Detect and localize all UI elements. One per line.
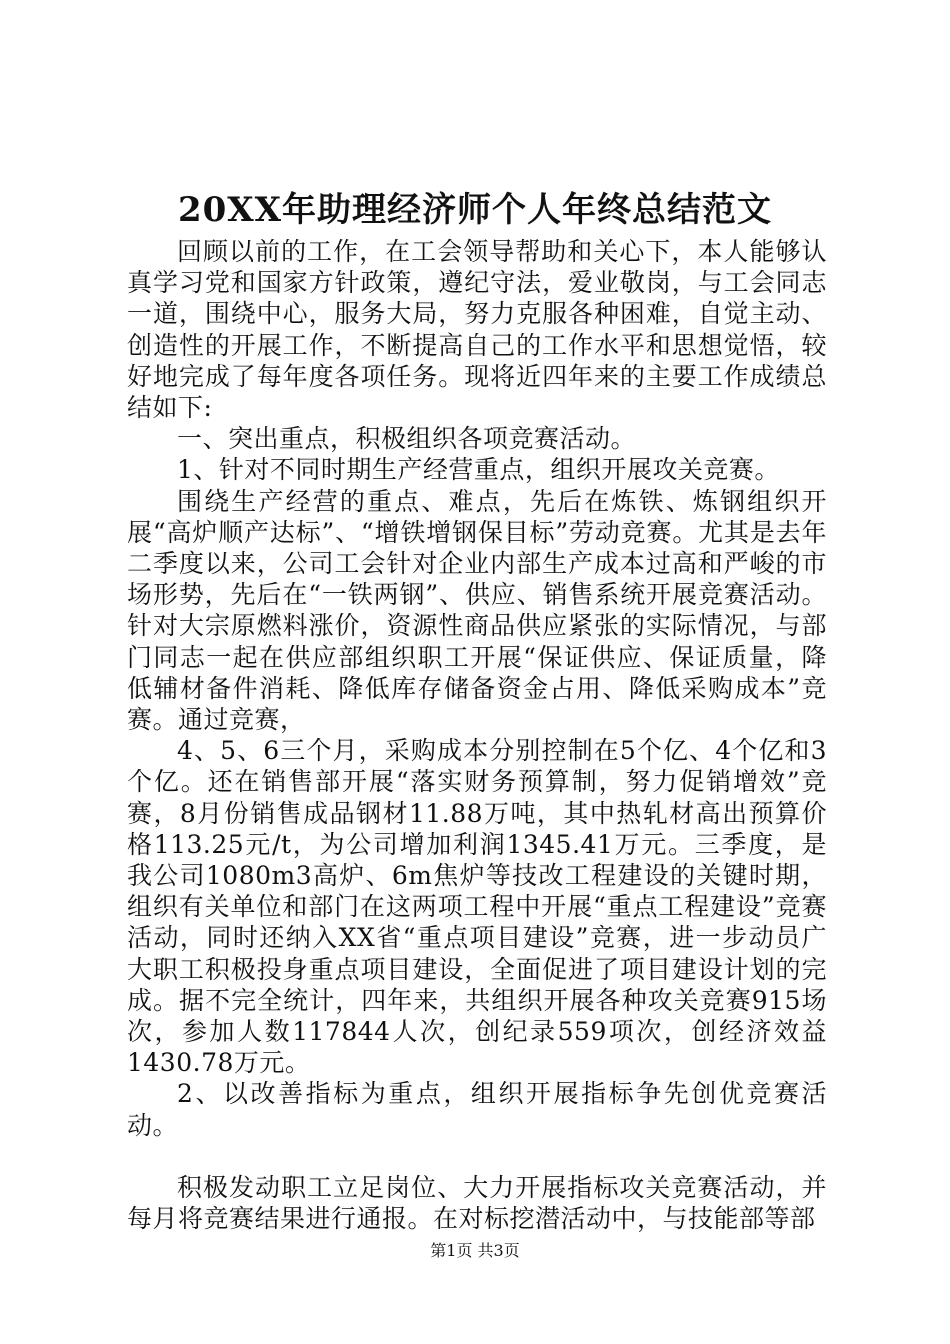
section-heading-1: 一、突出重点，积极组织各项竞赛活动。 — [177, 424, 637, 454]
subsection-heading-1: 1、针对不同时期生产经营重点，组织开展攻关竞赛。 — [177, 455, 780, 485]
document-body — [127, 236, 827, 1234]
subsection-heading-2: 2、以改善指标为重点，组织开展指标争先创优竞赛活动。 — [127, 1079, 827, 1140]
document-title: 20XX年助理经济师个人年终总结范文 — [177, 190, 773, 230]
paragraph-results: 4、5、6三个月，采购成本分别控制在5个亿、4个亿和3个亿。还在销售部开展“落实财务预算制，努力促销增效”竞赛，8月份销售成品钢材11.88万吨，其中热轧材高出预算价格113.25元/t，为公司增加利润1345.41万元。三季度，是我公司1080m3高炉、6m焦炉等技改工程建设的关键时期，组织有关单位和部门在这两项工程中开展“重点工程建设”竞赛活动，同时还纳入XX省“重点项目建设”竞赛，进一步动员广大职工积极投身重点项目建设，全面促进了项目建设计划的完成。据不完全统计，四年来，共组织开展各种攻关竞赛915场次，参加人数117844人次，创纪录559项次，创经济效益1430.78万元。 — [127, 736, 827, 1078]
paragraph-competition: 围绕生产经营的重点、难点，先后在炼铁、炼钢组织开展“高炉顺产达标”、“增铁增钢保目标”劳动竞赛。尤其是去年二季度以来，公司工会针对企业内部生产成本过高和严峻的市场形势，先后在“一铁两钢”、供应、销售系统开展竞赛活动。针对大宗原燃料涨价，资源性商品供应紧张的实际情况，与部门同志一起在供应部组织职工开展“保证供应、保证质量，降低辅材备件消耗、降低库存储备资金占用、降低采购成本”竞赛。通过竞赛， — [127, 486, 827, 735]
paragraph-intro: 回顾以前的工作，在工会领导帮助和关心下，本人能够认真学习党和国家方针政策，遵纪守法，爱业敬岗，与工会同志一道，围绕中心，服务大局，努力克服各种困难，自觉主动、创造性的开展工作，不断提高自己的工作水平和思想觉悟，较好地完成了每年度各项任务。现将近四年来的主要工作成绩总结如下: — [127, 237, 827, 423]
paragraph-indicators: 积极发动职工立足岗位、大力开展指标攻关竞赛活动，并每月将竞赛结果进行通报。在对标挖潜活动中，与技能部等部 — [127, 1172, 827, 1234]
page-footer: 第1页 共3页 — [430, 1241, 520, 1260]
